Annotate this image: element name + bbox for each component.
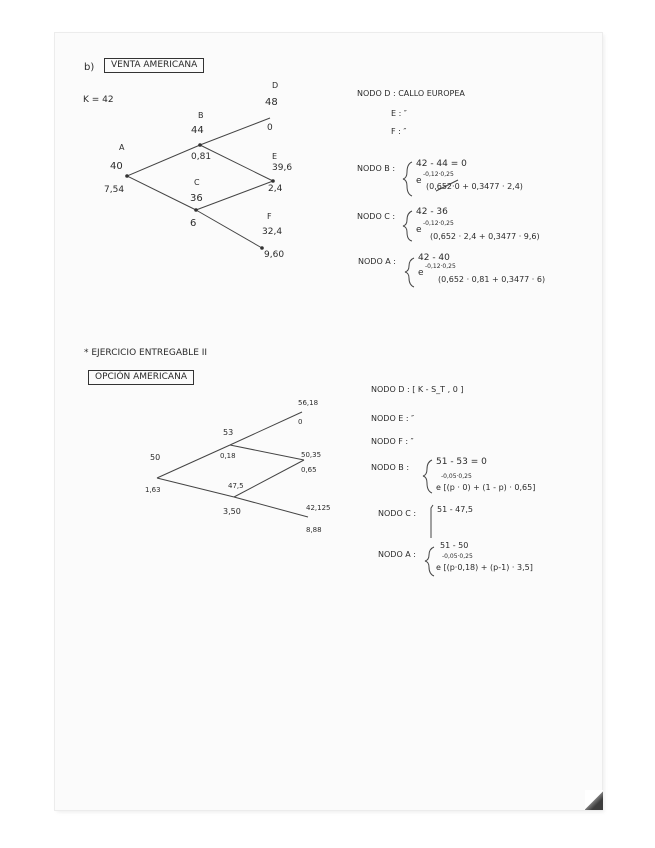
note-1-node-b-label: NODO B : [357,164,396,173]
node-letter-b: B [198,111,204,120]
strike-price: K = 42 [83,95,114,105]
note-1-node-f: F : ″ [391,127,407,136]
note-1-node-b-sup: -0,12·0,25 [423,171,454,178]
note-2-node-a-label: NODO A : [378,550,416,559]
node-price-f: 32,4 [262,227,283,237]
node-price-d: 48 [265,97,278,108]
note-1-node-d: NODO D : CALLO EUROPEA [357,89,465,98]
node-price-b: 44 [191,125,204,136]
note-1-node-a-sup: -0,12·0,25 [425,263,456,270]
note-2-node-d: NODO D : [ K - S_T , 0 ] [371,385,464,394]
node-value-f: 9,60 [264,250,285,260]
node-value-c: 6 [190,218,197,229]
node-value-a: 7,54 [104,185,125,195]
page-curl [585,790,603,810]
node-letter-f: F [267,212,272,221]
node2-price-d: 56,18 [298,399,319,407]
node2-price-b: 53 [223,428,234,437]
note-1-node-b-exp: e [416,176,422,186]
node2-value-e: 0,65 [301,466,317,474]
note-1-node-a-bottom: (0,652 · 0,81 + 0,3477 · 6) [438,275,546,284]
node-value-e: 2,4 [268,184,283,194]
note-1-node-c-label: NODO C : [357,212,396,221]
node2-value-d: 0 [298,418,303,426]
note-2-node-a-bottom: e [(p·0,18) + (p-1) · 3,5] [436,563,533,572]
node2-price-e: 50,35 [301,451,322,459]
note-2-node-a-sup: -0,05·0,25 [442,553,473,560]
note-2-node-e: NODO E : ″ [371,414,415,423]
note-1-node-b-bottom: (0,652·0 + 0,3477 · 2,4) [426,182,523,191]
node-price-a: 40 [110,161,123,172]
node2-price-a: 50 [150,453,161,462]
note-1-node-a-exp: e [418,268,424,278]
section-1-title: VENTA AMERICANA [104,58,204,73]
note-2-node-f: NODO F : ″ [371,437,414,446]
note-1-node-c-exp: e [416,225,422,235]
note-2-node-c-label: NODO C : [378,509,417,518]
note-2-node-a-top: 51 - 50 [440,541,469,550]
node2-value-b: 0,18 [220,452,236,460]
note-1-node-c-sup: -0,12·0,25 [423,220,454,227]
node2-value-f: 8,88 [306,526,322,534]
node-price-e: 39,6 [272,163,293,173]
node-letter-c: C [194,178,200,187]
note-1-node-a-label: NODO A : [358,257,396,266]
note-2-node-b-label: NODO B : [371,463,410,472]
section-1-label: b) [84,62,95,73]
paper-sheet [55,33,602,810]
node-value-d: 0 [267,123,273,133]
node2-price-f: 42,125 [306,504,331,512]
note-1-node-a-top: 42 - 40 [418,253,450,263]
node2-value-c: 3,50 [223,507,241,516]
note-2-node-b-sup: -0,05·0,25 [441,473,472,480]
node-value-b: 0,81 [191,152,212,162]
note-1-node-c-bottom: (0,652 · 2,4 + 0,3477 · 9,6) [430,232,540,241]
note-1-node-c-top: 42 - 36 [416,207,448,217]
section-2-title: OPCIÓN AMERICANA [88,370,194,385]
note-2-node-c-top: 51 - 47,5 [437,505,473,514]
node2-value-a: 1,63 [145,486,161,494]
node2-price-c: 47,5 [228,482,244,490]
node-letter-a: A [119,143,125,152]
node-letter-e: E [272,152,278,161]
note-1-node-b-top: 42 - 44 = 0 [416,159,467,169]
note-2-node-b-top: 51 - 53 = 0 [436,457,487,467]
note-1-node-e: E : ″ [391,109,407,118]
section-2-heading: * EJERCICIO ENTREGABLE II [84,348,208,358]
node-letter-d: D [272,81,279,90]
node-price-c: 36 [190,193,203,204]
note-2-node-b-bottom: e [(p · 0) + (1 - p) · 0,65] [436,483,536,492]
